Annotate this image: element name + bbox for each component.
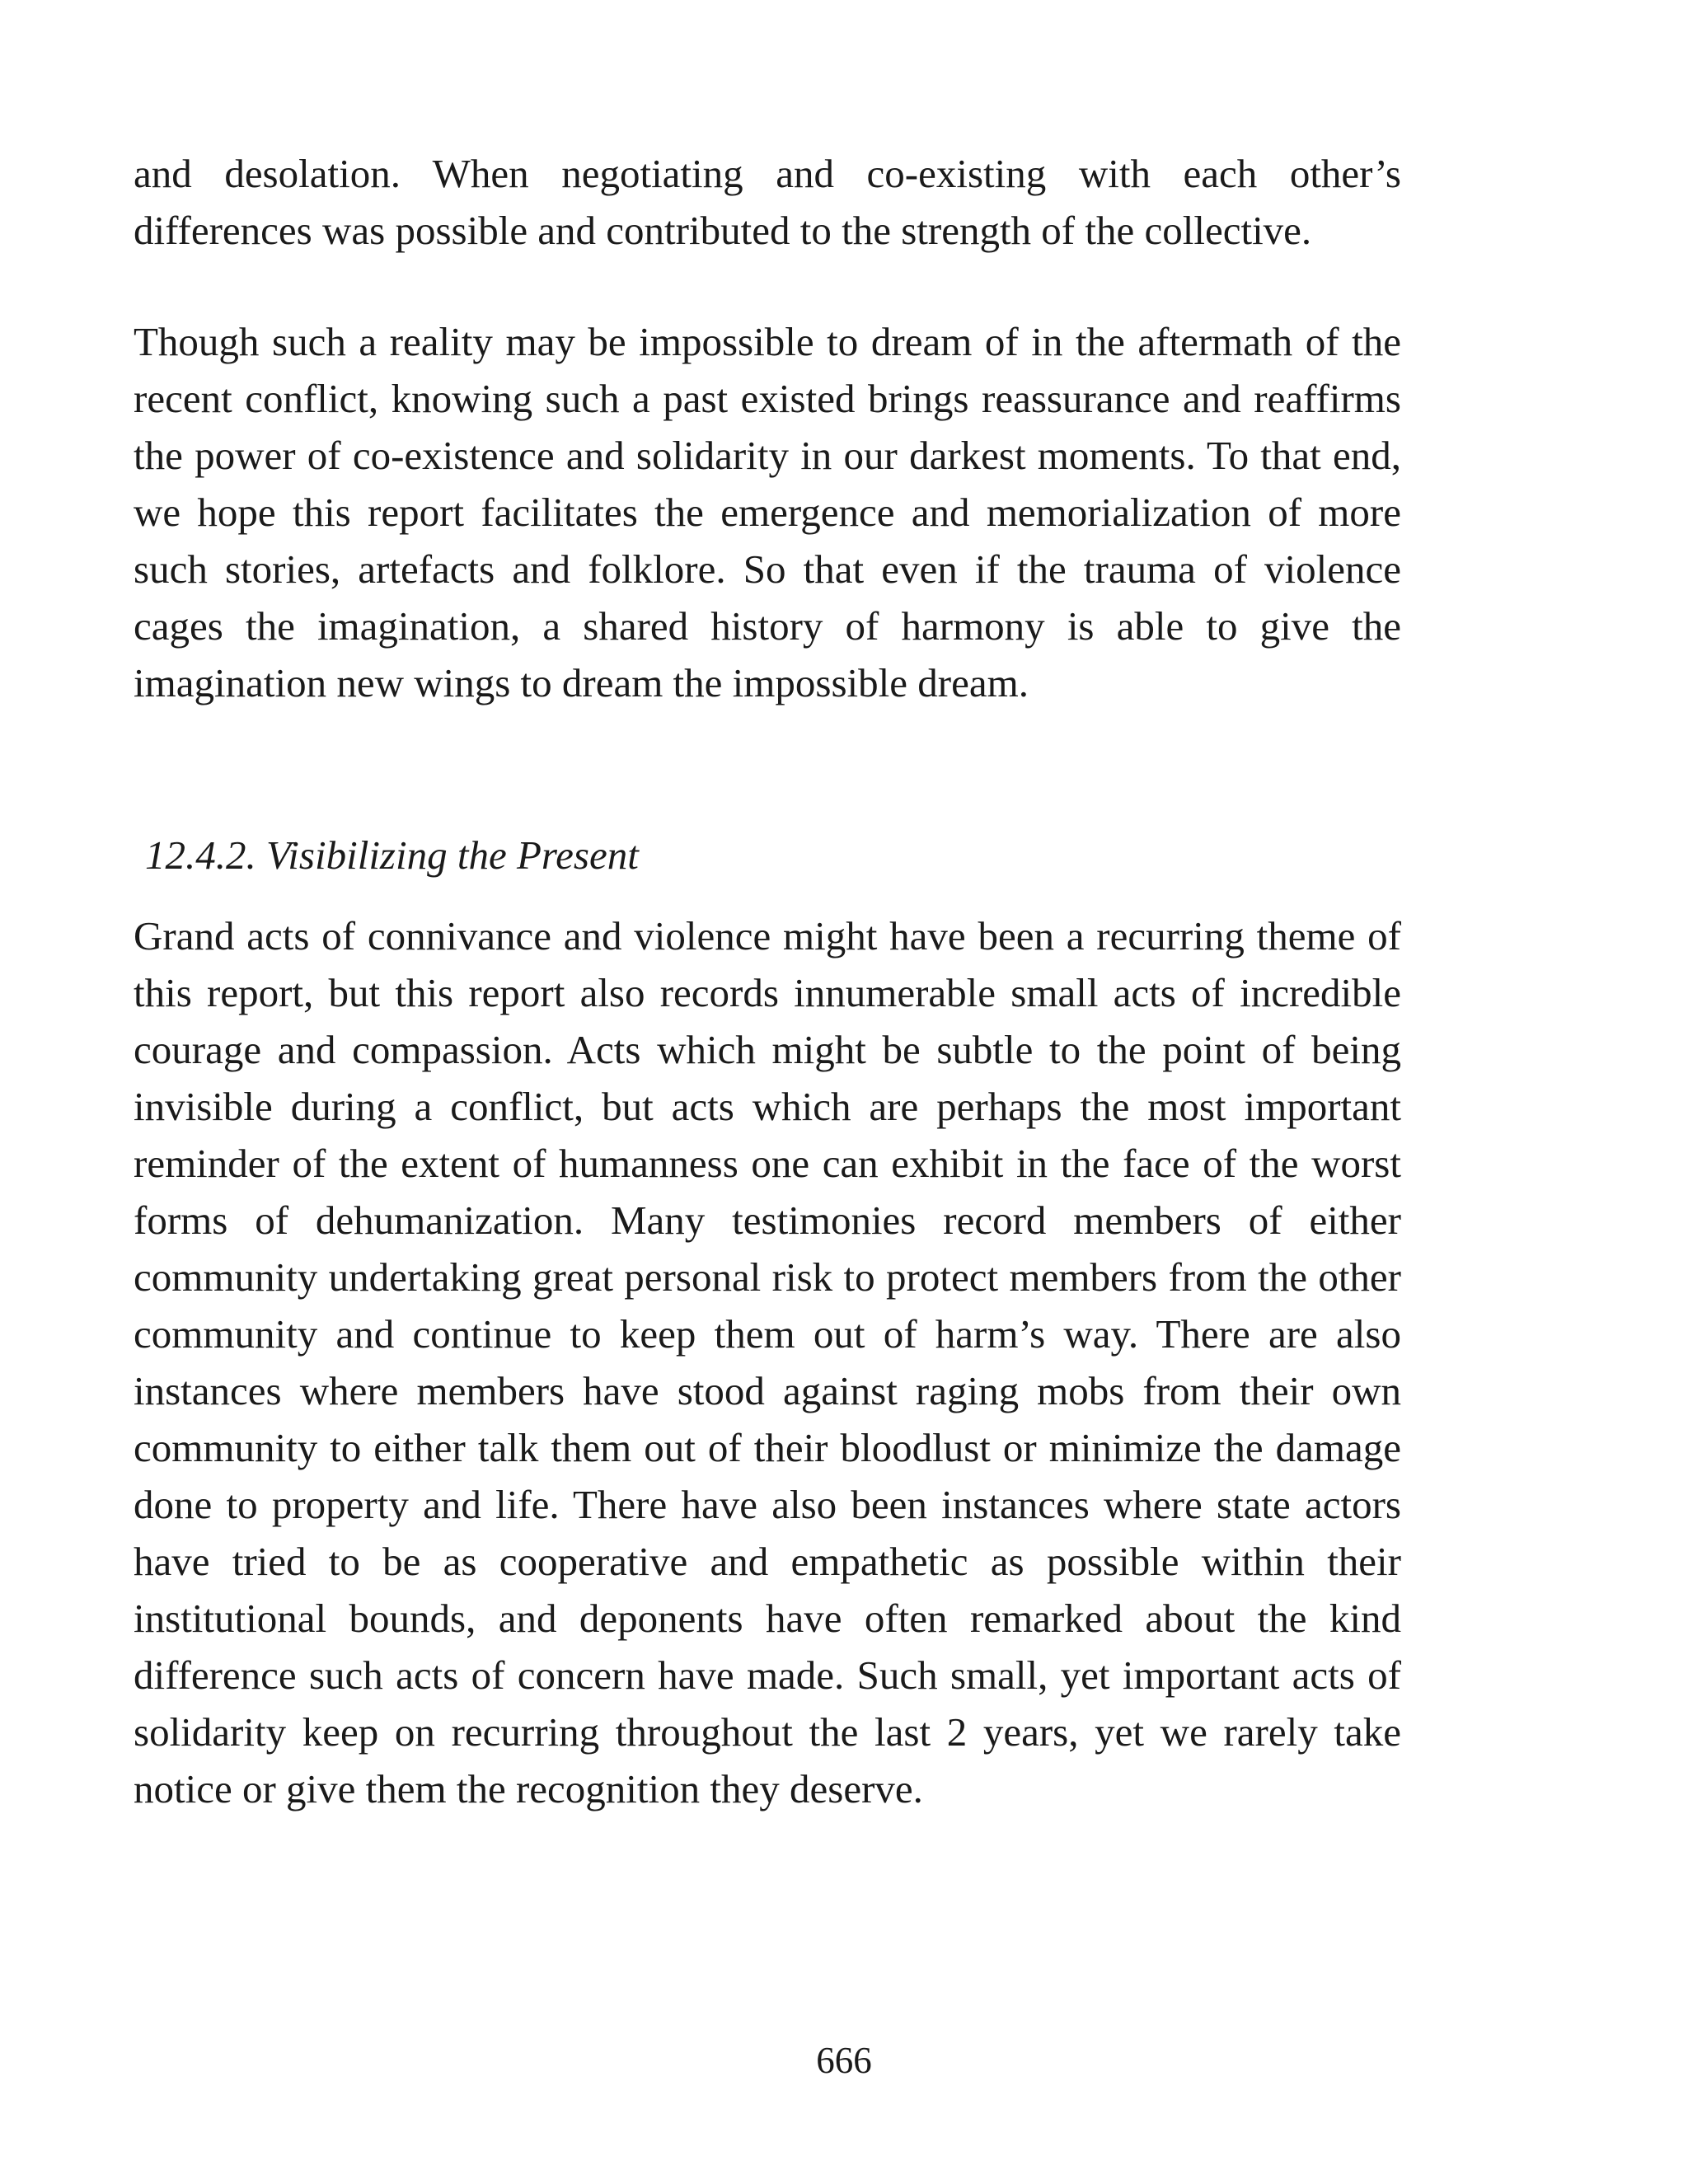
page-number: 666 [816,2040,872,2081]
paragraph-past-coexistence: Though such a reality may be impossible to dream of in the aftermath of the recent conflict, knowing such a past existed brings reassurance and reaffirms the power of co-existence and solidarity in our darkest moments. To that end, we hope this report facilitates the emergence and memorialization of more such stories, artefacts and folklore. So that even if the trauma of violence cages the imagination, a shared history of harmony is able to give the imagination new wings to dream the impossible dream. [134,319,1401,705]
paragraph-visibilizing-present: Grand acts of connivance and violence might have been a recurring theme of this report, but this report also records innumerable small acts of incredible courage and compassion. Acts which might be subtle to the point of being invisible during a conflict, but acts which are perhaps the most important reminder of the extent of humanness one can exhibit in the face of the worst forms of dehumanization. Many testimonies record members of either community undertaking great personal risk to protect members from the other community and continue to keep them out of harm’s way. There are also instances where members have stood against raging mobs from their own community to either talk them out of their bloodlust or minimize the damage done to property and life. There have also been instances where state actors have tried to be as cooperative and empathetic as possible within their institutional bounds, and deponents have often remarked about the kind difference such acts of concern have made. Such small, yet important acts of solidarity keep on recurring throughout the last 2 years, yet we rarely take notice or give them the recognition they deserve. [134,913,1401,1811]
section-heading [145,827,639,883]
section-title: Visibilizing the Present [266,832,639,878]
paragraph-continuation: and desolation. When negotiating and co-existing with each other’s differences was possible and contributed to the strength of the collective. [134,151,1401,253]
section-number: 12.4.2. [145,832,256,878]
